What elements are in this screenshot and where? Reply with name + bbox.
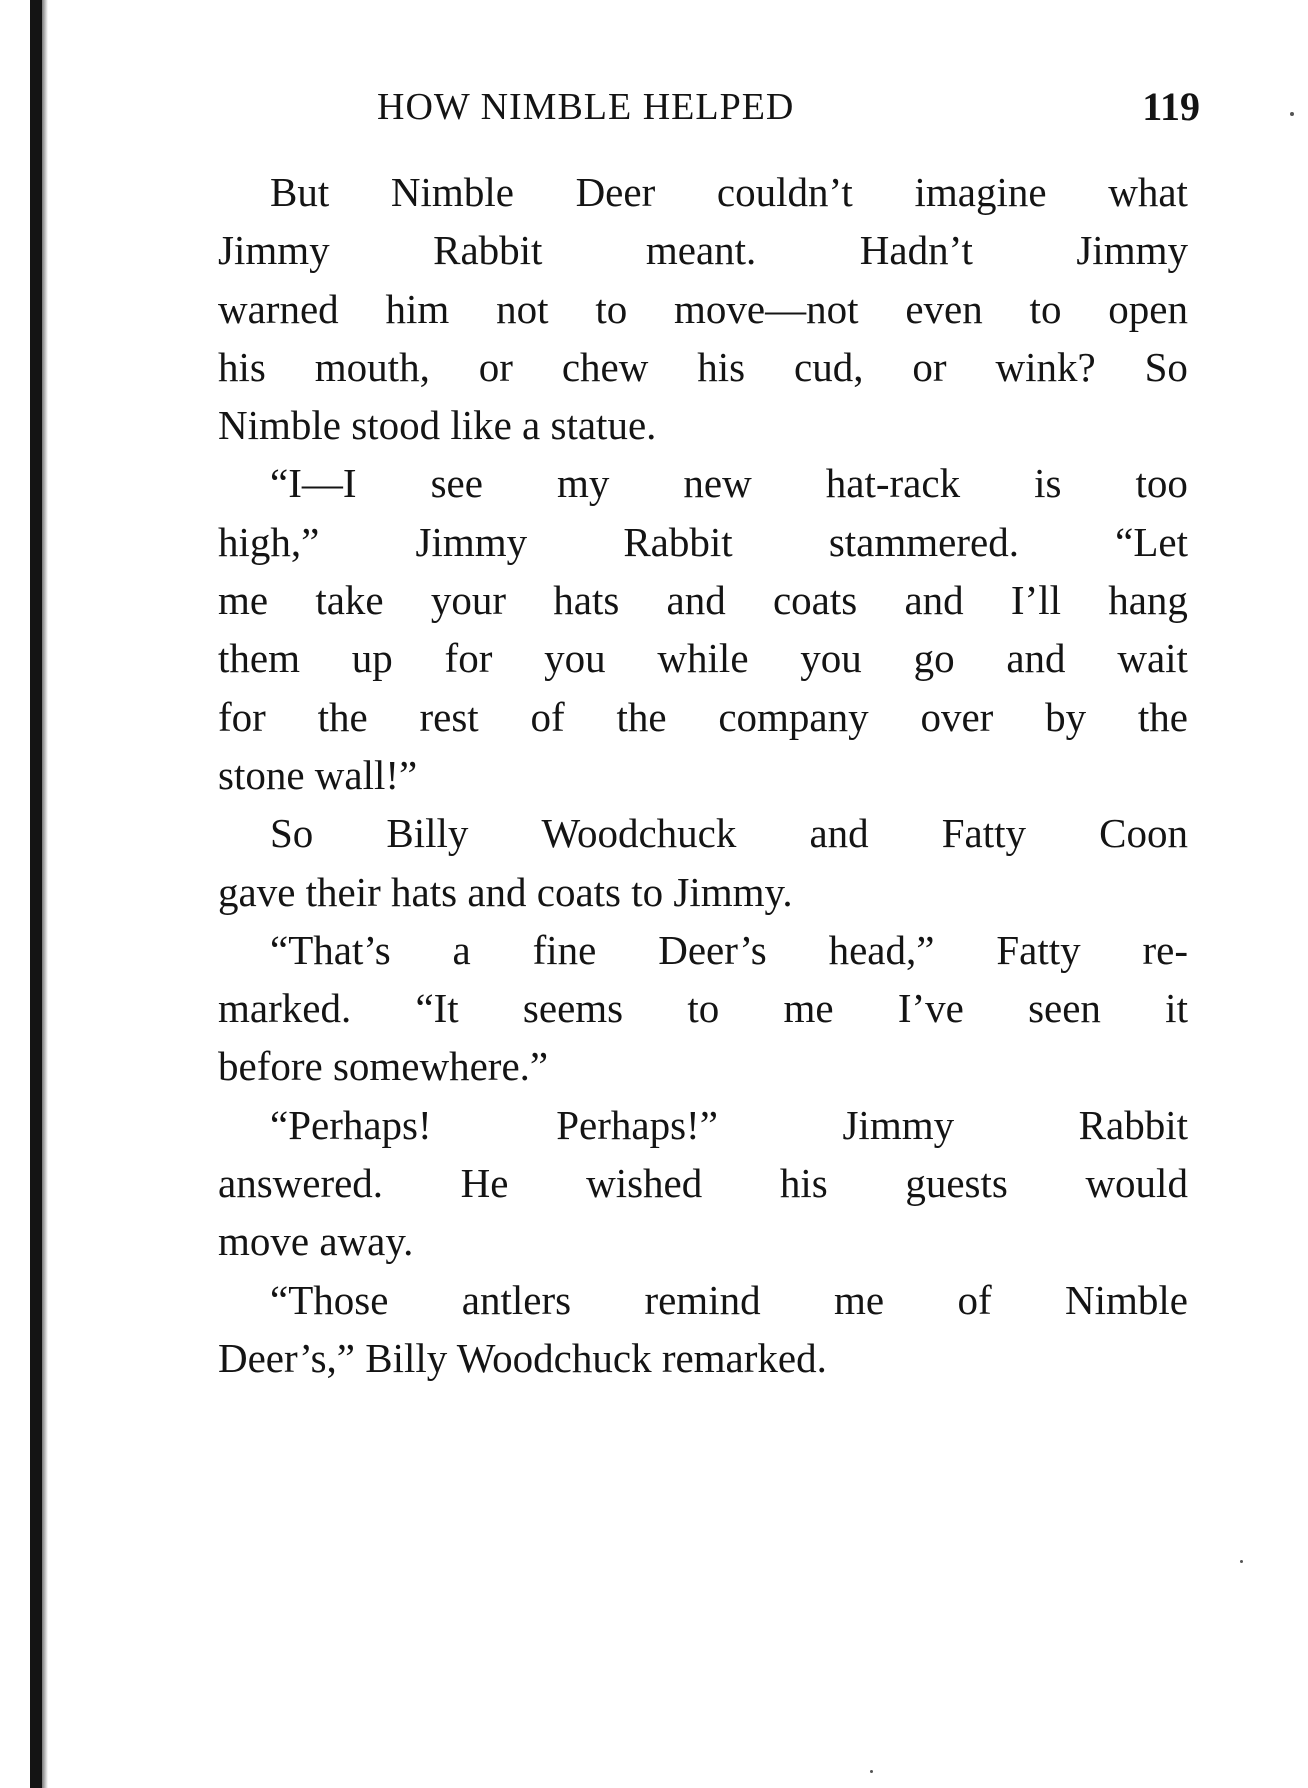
paragraph	[218, 921, 1188, 1096]
page-header	[200, 82, 1200, 132]
body-text	[218, 163, 1188, 1387]
text-line: “I—I see my new hat-rack is too	[270, 460, 1188, 507]
paragraph	[218, 454, 1188, 804]
text-line: “That’s a fine Deer’s head,” Fatty re-	[270, 926, 1188, 973]
paragraph	[218, 1271, 1188, 1388]
text-line: before somewhere.”	[218, 1043, 549, 1090]
text-line: So Billy Woodchuck and Fatty Coon	[270, 810, 1188, 857]
text-line: high,” Jimmy Rabbit stammered. “Let	[218, 518, 1188, 565]
binding-edge	[30, 0, 42, 1788]
text-line: warned him not to move—not even to open	[218, 285, 1188, 332]
text-line: “Those antlers remind me of Nimble	[270, 1276, 1188, 1323]
text-line: “Perhaps! Perhaps!” Jimmy Rabbit	[270, 1101, 1188, 1148]
page-number: 119	[1142, 84, 1200, 129]
text-line: stone wall!”	[218, 751, 418, 798]
binding-shadow	[42, 0, 48, 1788]
text-line: move away.	[218, 1218, 414, 1265]
text-line: marked. “It seems to me I’ve seen it	[218, 985, 1188, 1032]
text-line: Nimble stood like a statue.	[218, 402, 657, 449]
text-line: Deer’s,” Billy Woodchuck remarked.	[218, 1334, 827, 1381]
text-line: But Nimble Deer couldn’t imagine what	[270, 169, 1188, 215]
paper-speck	[870, 1770, 873, 1773]
paper-speck	[1240, 1560, 1243, 1563]
running-head: HOW NIMBLE HELPED	[377, 86, 795, 128]
text-line: me take your hats and coats and I’ll hang	[218, 577, 1188, 624]
text-line: Jimmy Rabbit meant. Hadn’t Jimmy	[218, 227, 1188, 274]
paragraph	[218, 1096, 1188, 1271]
paper-speck	[1290, 112, 1294, 116]
text-line: for the rest of the company over by the	[218, 693, 1188, 740]
text-line: answered. He wished his guests would	[218, 1160, 1188, 1207]
paragraph	[218, 163, 1188, 454]
text-line: them up for you while you go and wait	[218, 635, 1188, 682]
paragraph	[218, 804, 1188, 921]
text-line: gave their hats and coats to Jimmy.	[218, 868, 793, 915]
text-line: his mouth, or chew his cud, or wink? So	[218, 343, 1188, 390]
